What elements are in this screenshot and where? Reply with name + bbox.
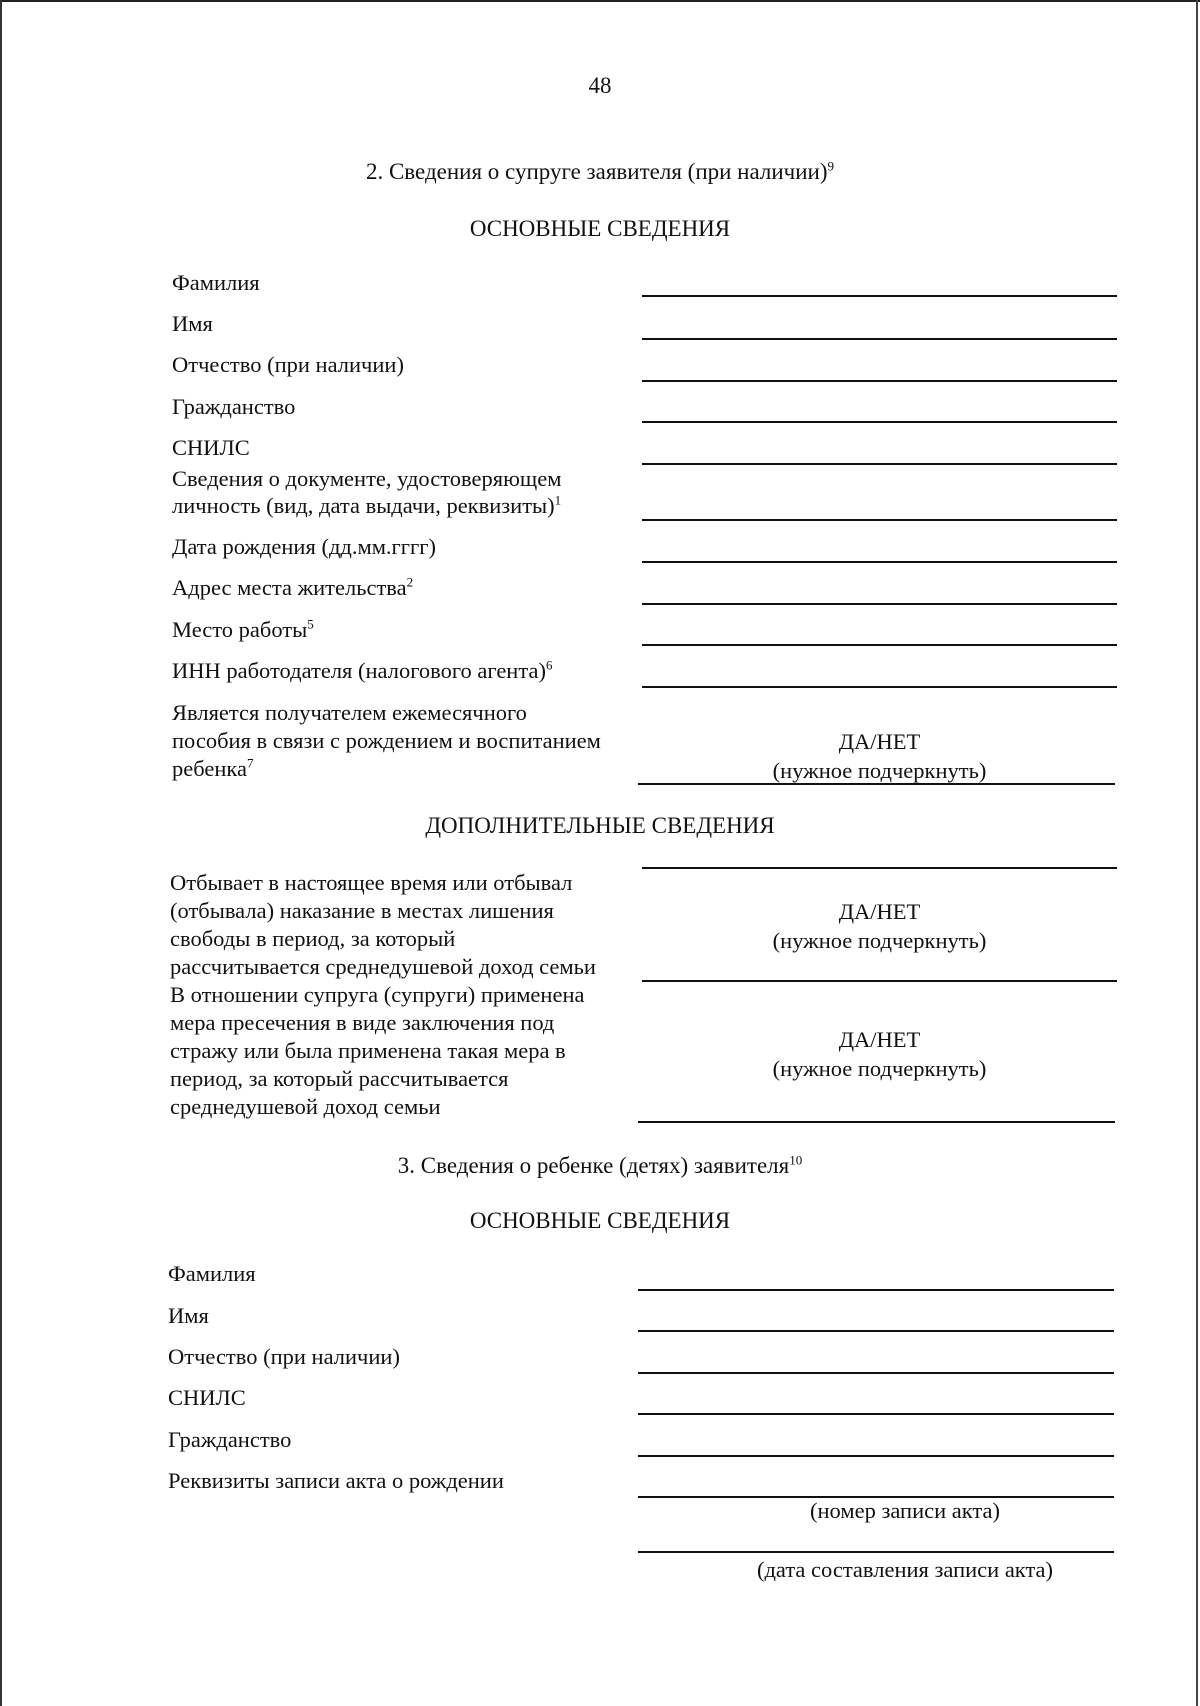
spouse-name-line[interactable]: [642, 338, 1117, 340]
spouse-employer-inn-line[interactable]: [642, 686, 1117, 688]
child-patronymic-line[interactable]: [638, 1372, 1114, 1374]
page-edge-left: [0, 0, 2, 1706]
child-citizenship-line[interactable]: [638, 1455, 1114, 1457]
child-record-number-hint: (номер записи акта): [810, 1498, 1000, 1523]
child-citizenship-label: Гражданство: [168, 1427, 292, 1452]
benefit-label-text: ребенка: [172, 756, 247, 781]
spouse-snils-line[interactable]: [642, 463, 1117, 465]
imprisonment-line: [642, 980, 1117, 982]
spouse-workplace-text: Место работы: [172, 617, 308, 642]
detention-hint: (нужное подчеркнуть): [772, 1056, 987, 1081]
imprisonment-hint: (нужное подчеркнуть): [772, 928, 987, 953]
section2-heading: [0, 158, 1200, 186]
benefit-line: [638, 783, 1115, 785]
spouse-id-document-note: 1: [554, 492, 562, 508]
spouse-snils-label: СНИЛС: [172, 435, 250, 460]
extra-top-line: [642, 867, 1117, 869]
spouse-address-label: [172, 574, 413, 602]
spouse-workplace-label: [172, 616, 314, 644]
imprisonment-label-line2: (отбывала) наказание в местах лишения: [170, 898, 554, 923]
detention-label-line5: среднедушевой доход семьи: [170, 1094, 441, 1119]
child-record-date-line[interactable]: [638, 1551, 1114, 1553]
section2-extra-title: ДОПОЛНИТЕЛЬНЫЕ СВЕДЕНИЯ: [425, 813, 775, 838]
spouse-id-document-text: личность (вид, дата выдачи, реквизиты): [172, 493, 555, 518]
detention-label-line3: стражу или была применена такая мера в: [170, 1038, 566, 1063]
spouse-id-document-line[interactable]: [642, 519, 1117, 521]
section2-heading-note: 9: [827, 158, 835, 174]
spouse-workplace-note: 5: [307, 616, 314, 632]
spouse-birthdate-label: Дата рождения (дд.мм.гггг): [172, 534, 436, 559]
spouse-patronymic-line[interactable]: [642, 380, 1117, 382]
spouse-employer-inn-note: 6: [545, 657, 553, 673]
section2-heading-text: 2. Сведения о супруге заявителя (при наличии): [365, 159, 828, 184]
page-edge-right: [1196, 0, 1198, 1706]
spouse-address-text: Адрес места жительства: [172, 575, 407, 600]
benefit-label-line2: пособия в связи с рождением и воспитанием: [172, 728, 601, 753]
imprisonment-label-line1: Отбывает в настоящее время или отбывал: [170, 870, 573, 895]
spouse-surname-label: Фамилия: [172, 270, 260, 295]
imprisonment-label-line4: рассчитывается среднедушевой доход семьи: [170, 954, 596, 979]
child-surname-label: Фамилия: [168, 1261, 256, 1286]
child-snils-label: СНИЛС: [168, 1385, 246, 1410]
benefit-yes-no[interactable]: ДА/НЕТ: [838, 729, 921, 754]
spouse-employer-inn-text: ИНН работодателя (налогового агента): [172, 658, 546, 683]
detention-yes-no[interactable]: ДА/НЕТ: [838, 1027, 921, 1052]
benefit-label-line3: [172, 755, 254, 783]
spouse-address-note: 2: [406, 574, 414, 590]
section2-basic-title: ОСНОВНЫЕ СВЕДЕНИЯ: [469, 216, 731, 241]
spouse-address-line[interactable]: [642, 603, 1117, 605]
spouse-employer-inn-label: [172, 657, 552, 685]
page-number: 48: [588, 73, 612, 98]
spouse-workplace-line[interactable]: [642, 644, 1117, 646]
detention-label-line1: В отношении супруга (супруги) применена: [170, 982, 585, 1007]
benefit-label-line1: Является получателем ежемесячного: [172, 700, 527, 725]
spouse-name-label: Имя: [172, 311, 213, 336]
detention-line: [638, 1121, 1115, 1123]
section3-heading: [0, 1152, 1200, 1180]
section3-heading-note: 10: [789, 1152, 803, 1168]
child-birth-record-label: Реквизиты записи акта о рождении: [168, 1468, 504, 1493]
spouse-patronymic-label: Отчество (при наличии): [172, 352, 404, 377]
benefit-note: 7: [247, 755, 254, 771]
imprisonment-label-line3: свободы в период, за который: [170, 926, 456, 951]
child-patronymic-label: Отчество (при наличии): [168, 1344, 400, 1369]
section3-heading-text: 3. Сведения о ребенке (детях) заявителя: [397, 1153, 790, 1178]
spouse-citizenship-label: Гражданство: [172, 394, 296, 419]
spouse-birthdate-line[interactable]: [642, 561, 1117, 563]
child-surname-line[interactable]: [638, 1289, 1114, 1291]
section3-basic-title: ОСНОВНЫЕ СВЕДЕНИЯ: [469, 1208, 731, 1233]
page-edge-top: [0, 0, 1200, 2]
benefit-hint: (нужное подчеркнуть): [772, 758, 987, 783]
child-name-line[interactable]: [638, 1330, 1114, 1332]
detention-label-line2: мера пресечения в виде заключения под: [170, 1010, 555, 1035]
child-snils-line[interactable]: [638, 1413, 1114, 1415]
child-name-label: Имя: [168, 1303, 209, 1328]
imprisonment-yes-no[interactable]: ДА/НЕТ: [838, 899, 921, 924]
child-record-date-hint: (дата составления записи акта): [756, 1557, 1054, 1582]
spouse-surname-line[interactable]: [642, 295, 1117, 297]
spouse-id-document-label-2: [172, 492, 561, 520]
spouse-citizenship-line[interactable]: [642, 421, 1117, 423]
detention-label-line4: период, за который рассчитывается: [170, 1066, 509, 1091]
spouse-id-document-label: Сведения о документе, удостоверяющем: [172, 466, 562, 491]
